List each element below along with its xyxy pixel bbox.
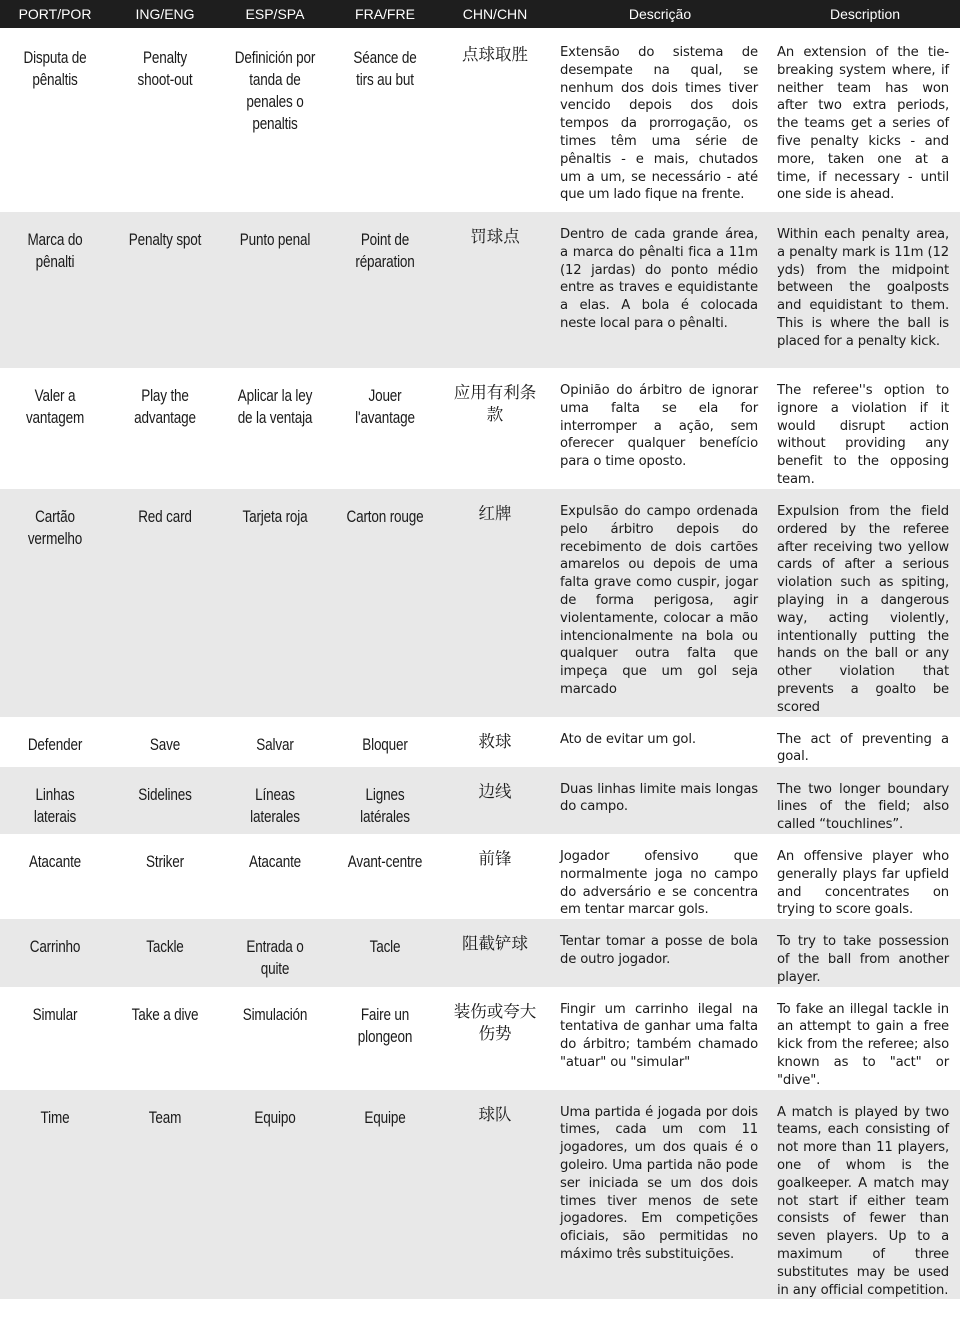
term-spanish: Punto penal [239,231,311,249]
term-chinese: 装伤或夸大伤势 [453,1001,537,1043]
term-english: Team [148,1108,182,1127]
table-row [0,30,960,212]
header-french: FRA/FRE [330,0,440,28]
table-row [0,919,960,986]
term-english: Save [149,735,181,754]
description-portuguese: Extensão do sistema de desempate na qual, se nenhum dos dois times tiver vencido depois dos dois tempos da prorrogação, os times têm uma série de pênaltis - e mais, chutados um a um, se necessário - até que um lado fique na frente. [560,45,758,203]
table-row [0,767,960,834]
term-portuguese: Disputa de pênaltis [23,49,87,89]
description-portuguese: Fingir um carrinho ilegal na tentativa de ganhar uma falta do árbitro; também chamado "atuar" ou "simular" [560,1001,758,1070]
term-portuguese: Cartão vermelho [27,508,83,548]
table-row [0,368,960,489]
description-portuguese: Expulsão do campo ordenada pelo árbitro depois do recebimento de dois cartões amarelos ou depois de uma falta grave como cuspir, jogar de forma perigosa, agir violentamente, colocar a mão intencionalmente na bola ou qualquer outra falta que impeça que um gol seja marcado [560,504,758,697]
description-portuguese: Dentro de cada grande área, a marca do pênalti fica a 11m (12 jardas) do ponto médio entre as traves e equidistante a elas. A bola é colocada neste local para o pênalti. [560,227,758,331]
term-spanish: Tarjeta roja [242,508,308,526]
term-english: Play the advantage [134,387,196,427]
term-spanish: Entrada o quite [246,938,304,979]
header-spanish: ESP/SPA [220,0,330,28]
term-chinese: 点球取胜 [462,45,528,64]
term-english: Sidelines [138,785,192,804]
table-row [0,987,960,1090]
description-portuguese: Jogador ofensivo que normalmente joga no campo do adversário e se concentra em tentar marcar gols. [560,848,758,918]
term-chinese: 阻截铲球 [462,934,528,954]
term-spanish: Atacante [248,852,302,871]
header-chinese: CHN/CHN [440,0,550,28]
term-chinese: 前锋 [478,848,512,868]
term-chinese: 应用有利条款 [453,383,537,424]
description-portuguese: Duas linhas limite mais longas do campo. [560,781,758,815]
term-english: Red card [138,508,192,526]
term-french: Séance de tirs au but [353,49,417,89]
term-portuguese: Linhas laterais [33,785,77,826]
description-english: Within each penalty area, a penalty mark is 11m (12 yds) from the midpoint between the goalposts and equidistant to them. This is where the ball is placed for a penalty kick. [777,227,949,349]
table-row [0,717,960,767]
term-spanish: Salvar [256,735,294,754]
description-portuguese: Tentar tomar a posse de bola de outro jogador. [560,934,758,967]
description-english: The two longer boundary lines of the field; also called “touchlines”. [777,781,949,833]
header-description: Description [770,0,960,28]
term-portuguese: Atacante [28,852,82,871]
term-portuguese: Valer a vantagem [25,387,85,427]
description-english: To fake an illegal tackle in an attempt to gain a free kick from the referee; also known as to "act" or "dive". [777,1001,949,1088]
description-english: The act of preventing a goal. [777,731,949,765]
description-english: An offensive player who generally plays far upfield and concentrates on trying to score goals. [777,848,949,918]
header-descricao: Descrição [550,0,770,28]
term-portuguese: Defender [27,735,83,754]
term-chinese: 红牌 [478,504,512,523]
table-row [0,212,960,368]
term-french: Equipe [364,1108,406,1127]
term-french: Bloquer [362,735,408,754]
term-portuguese: Marca do pênalti [27,231,83,271]
term-chinese: 救球 [478,731,512,751]
term-spanish: Simulación [242,1005,308,1024]
description-english: To try to take possession of the ball from another player. [777,934,949,985]
description-portuguese: Ato de evitar um gol. [560,731,696,747]
term-portuguese: Simular [32,1005,78,1024]
term-spanish: Aplicar la ley de la ventaja [237,387,313,427]
term-english: Penalty shoot-out [137,49,193,89]
term-chinese: 边线 [478,781,512,801]
term-portuguese: Carrinho [29,938,81,957]
term-english: Penalty spot [128,231,202,249]
term-english: Tackle [146,938,184,957]
term-french: Faire un plongeon [357,1005,413,1046]
header-portuguese: PORT/POR [0,0,110,28]
term-french: Lignes latérales [360,785,410,826]
table-row [0,489,960,717]
term-french: Tacle [369,938,401,957]
term-english: Take a dive [131,1005,199,1024]
description-portuguese: Uma partida é jogada por dois times, cada um com 11 jogadores, um dos quais é o goleiro. Uma partida não pode ser iniciada se um dos dois times tiver menos de sete jogadores. Em competições oficiais, são permitidas no máximo três substituições. [560,1104,758,1262]
header-row [0,0,960,28]
table-row [0,834,960,919]
description-english: An extension of the tie-breaking system where, if neither team has won after two extra periods, the teams get a series of five penalty kicks - and more, taken one at a time, if necessary - until one side is ahead. [777,45,949,203]
term-spanish: Líneas laterales [250,785,300,826]
term-french: Avant-centre [347,852,423,871]
term-spanish: Equipo [254,1108,296,1127]
term-french: Point de réparation [355,231,415,271]
description-english: A match is played by two teams, each consisting of not more than 11 players, one of whom is the goalkeeper. A match may not start if either team consists of fewer than seven players. Up to a maximum of three substitutes may be used in any official competition. [777,1104,949,1298]
description-english: The referee''s option to ignore a violation if it would disrupt action without providing any benefit to the opposing team. [777,383,949,487]
header-english: ING/ENG [110,0,220,28]
term-chinese: 罚球点 [470,227,520,246]
term-portuguese: Time [40,1108,70,1127]
description-english: Expulsion from the field ordered by the referee after receiving two yellow cards of after a serious violation such as spiting, playing in a dangerous way, acting violently, intentionally putting the hands on the ball or any other violation that prevents a goalto be scored [777,504,949,715]
term-french: Carton rouge [346,508,424,526]
term-spanish: Definición por tanda de penales o penaltis [234,49,316,133]
description-portuguese: Opinião do árbitro de ignorar uma falta se ela for interromper a ação, sem oferecer qualquer benefício para o time oposto. [560,383,758,470]
term-english: Striker [146,852,184,871]
table-row [0,1090,960,1300]
term-french: Jouer l'avantage [355,387,415,427]
term-chinese: 球队 [478,1104,512,1124]
